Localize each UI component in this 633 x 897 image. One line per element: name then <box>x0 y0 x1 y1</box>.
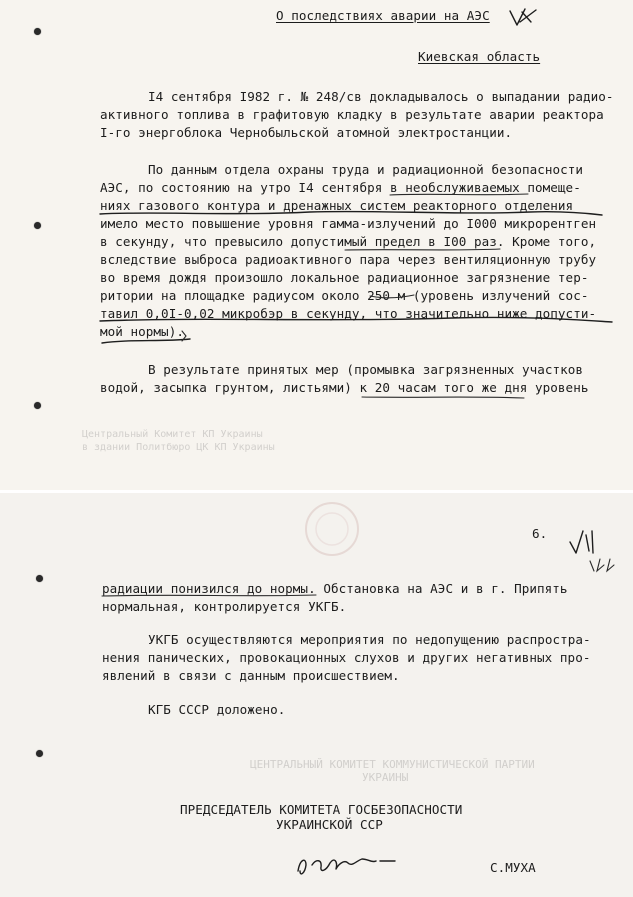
text-line: В результате принятых мер (промывка загрязненных участков <box>148 362 584 377</box>
region-heading: Киевская область <box>418 49 541 64</box>
text-line: I-го энергоблока Чернобыльской атомной электростанции. <box>100 125 513 140</box>
signature <box>298 859 395 874</box>
binder-hole <box>36 750 43 757</box>
text-line: тавил 0,0I-0,02 микробэр в секунду, что значительно ниже допусти- <box>100 306 597 321</box>
text-line: вследствие выброса радиоактивного пара через вентиляционную трубу <box>100 252 597 267</box>
signatory-name: С.МУХА <box>490 860 536 875</box>
checkmark-icon <box>510 9 536 25</box>
text-line: во время дождя произошло локальное радиационное загрязнение тер- <box>100 270 589 285</box>
text-line: По данным отдела охраны труда и радиационной безопасности <box>148 162 584 177</box>
page-number: 6. <box>532 526 548 541</box>
binder-hole <box>34 28 41 35</box>
document-title: О последствиях аварии на АЭС <box>276 8 490 23</box>
signatory-title: УКРАИНСКОЙ ССР <box>276 817 383 832</box>
text-line: ниях газового контура и дренажных систем реакторного отделения <box>100 198 574 213</box>
handwritten-annotations <box>0 493 633 897</box>
bleed-through-text: ЦЕНТРАЛЬНЫЙ КОМИТЕТ КОММУНИСТИЧЕСКОЙ ПАРТИИ <box>250 758 535 771</box>
document-page-2 <box>0 493 633 897</box>
binder-hole <box>34 402 41 409</box>
binder-hole <box>34 222 41 229</box>
text-line: активного топлива в графитовую кладку в результате аварии реактора <box>100 107 604 122</box>
reported-line: КГБ СССР доложено. <box>148 702 286 717</box>
binder-hole <box>36 575 43 582</box>
text-line: ритории на площадке радиусом около 250 м (уровень излучений сос- <box>100 288 589 303</box>
text-line: АЭС, по состоянию на утро I4 сентября в необслуживаемых помеще- <box>100 180 581 195</box>
text-line: имело место повышение уровня гамма-излучений до I000 микрорентген <box>100 216 597 231</box>
text-line: нения панических, провокационных слухов и других негативных про- <box>102 650 591 665</box>
bleed-through-text: Центральный Комитет КП Украины <box>82 429 263 440</box>
text-line: водой, засыпка грунтом, листьями) к 20 часам того же дня уровень <box>100 380 589 395</box>
signatory-title: ПРЕДСЕДАТЕЛЬ КОМИТЕТА ГОСБЕЗОПАСНОСТИ <box>180 802 463 817</box>
handwritten-page-number <box>590 559 614 571</box>
text-line: УКГБ осуществляются мероприятия по недопущению распростра- <box>148 632 591 647</box>
text-line: в секунду, что превысило допустимый предел в I00 раз. Кроме того, <box>100 234 597 249</box>
bleed-through-seal <box>0 493 633 897</box>
text-line: радиации понизился до нормы. Обстановка на АЭС и в г. Припять <box>102 581 568 596</box>
bleed-through-text: в здании Политбюро ЦК КП Украины <box>82 442 275 453</box>
text-line: мой нормы). <box>100 324 184 339</box>
text-line: I4 сентября I982 г. № 248/св докладывалось о выпадании радио- <box>148 89 614 104</box>
text-line: нормальная, контролируется УКГБ. <box>102 599 347 614</box>
bleed-through-text: УКРАИНЫ <box>362 771 409 784</box>
text-line: явлений в связи с данным происшествием. <box>102 668 400 683</box>
checkmark-icon <box>570 531 593 553</box>
